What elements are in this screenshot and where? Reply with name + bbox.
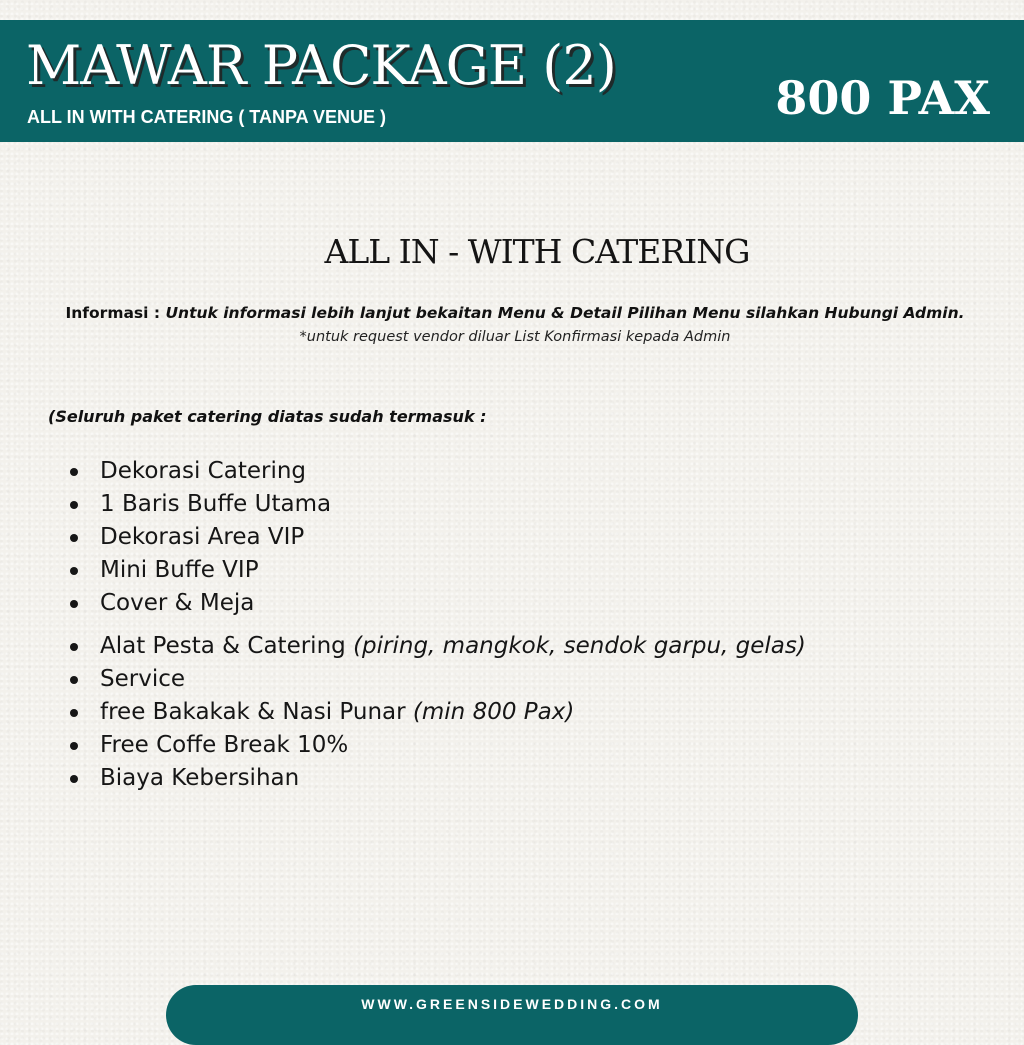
- feature-text: Dekorasi Area VIP: [100, 524, 305, 550]
- feature-item: [60, 663, 806, 696]
- bullet-icon: [70, 600, 78, 608]
- package-subtitle: ALL IN WITH CATERING ( TANPA VENUE ): [27, 107, 386, 127]
- bullet-icon: [70, 742, 78, 750]
- feature-item: [60, 488, 806, 521]
- bullet-icon: [70, 643, 78, 651]
- info-text: Untuk informasi lebih lanjut bekaitan Menu & Detail Pilihan Menu silahkan Hubungi Admin.: [165, 304, 965, 322]
- bullet-icon: [70, 501, 78, 509]
- feature-text: Mini Buffe VIP: [100, 557, 259, 583]
- feature-item: [60, 696, 806, 729]
- includes-intro: (Seluruh paket catering diatas sudah termasuk :: [48, 407, 487, 426]
- package-title: MAWAR PACKAGE (2): [26, 34, 616, 97]
- bullet-icon: [70, 676, 78, 684]
- info-line: [0, 302, 1024, 324]
- feature-text: Service: [100, 666, 186, 692]
- bullet-icon: [70, 468, 78, 476]
- feature-item: [60, 455, 806, 488]
- feature-item: [60, 587, 806, 620]
- header-banner: [0, 20, 1024, 142]
- feature-text: free Bakakak & Nasi Punar: [100, 699, 413, 725]
- feature-item: [60, 554, 806, 587]
- info-label: Informasi :: [65, 304, 166, 322]
- feature-text: Free Coffe Break 10%: [100, 732, 349, 758]
- feature-text: 1 Baris Buffe Utama: [100, 491, 332, 517]
- footer-banner: [166, 985, 858, 1045]
- feature-list: [60, 455, 806, 795]
- bullet-icon: [70, 534, 78, 542]
- feature-note: (min 800 Pax): [412, 699, 575, 725]
- pax-count: 800 PAX: [775, 71, 990, 125]
- feature-text: Biaya Kebersihan: [100, 765, 300, 791]
- bullet-icon: [70, 567, 78, 575]
- feature-item: [60, 521, 806, 554]
- feature-text: Alat Pesta & Catering: [100, 633, 354, 659]
- section-title: ALL IN - WITH CATERING: [324, 232, 750, 271]
- bullet-icon: [70, 775, 78, 783]
- feature-item: [60, 729, 806, 762]
- info-note: *untuk request vendor diluar List Konfirmasi kepada Admin: [299, 329, 731, 345]
- feature-text: Dekorasi Catering: [100, 458, 307, 484]
- feature-item: [60, 762, 806, 795]
- bullet-icon: [70, 709, 78, 717]
- feature-item: [60, 630, 806, 663]
- feature-text: Cover & Meja: [100, 590, 255, 616]
- website-url: WWW.GREENSIDEWEDDING.COM: [361, 996, 663, 1012]
- feature-note: (piring, mangkok, sendok garpu, gelas): [353, 633, 806, 659]
